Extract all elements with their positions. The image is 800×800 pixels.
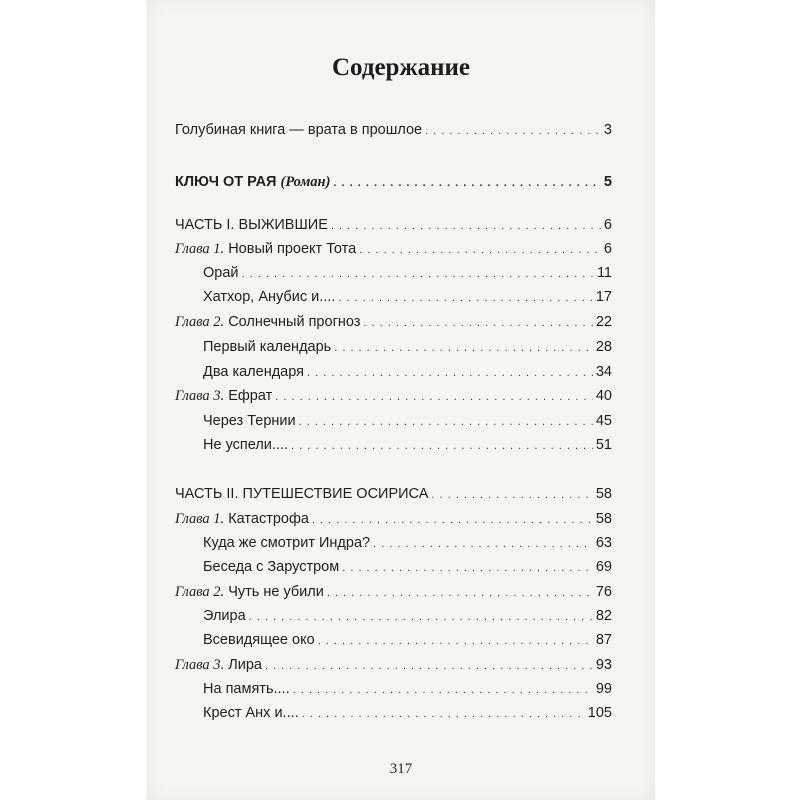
toc-entry-page: 93 (595, 657, 612, 673)
toc-leader-dots (333, 174, 601, 190)
toc-entry-page: 99 (595, 681, 612, 697)
toc-leader-dots (307, 364, 593, 380)
toc-entry-page: 63 (595, 535, 612, 551)
toc-section (203, 632, 612, 656)
toc-leader-dots (293, 681, 593, 697)
toc-leader-dots (318, 632, 593, 648)
toc-leader-dots (342, 559, 593, 575)
toc-leader-dots (291, 437, 593, 453)
toc-chapter (175, 241, 612, 265)
toc-leader-dots (275, 388, 593, 404)
toc-leader-dots (431, 486, 592, 502)
toc-section-title: Куда же смотрит Индра? (203, 535, 371, 551)
toc-section (203, 364, 612, 388)
toc-entry-page: 22 (595, 314, 612, 330)
toc-entry-page: 11 (596, 265, 612, 281)
toc-leader-dots (334, 339, 593, 355)
toc-entry-page: 5 (603, 174, 612, 190)
toc-entry-title: КЛЮЧ ОТ РАЯ (Роман) (175, 174, 331, 190)
toc-chapter (175, 584, 612, 608)
toc-section (203, 535, 612, 559)
toc-chapter-title: Глава 3. Лира (175, 657, 262, 673)
toc-section (203, 559, 612, 583)
toc-chapter (175, 657, 612, 681)
toc-section-title: Первый календарь (203, 339, 332, 355)
toc-leader-dots (373, 535, 593, 551)
toc-leader-dots (425, 122, 601, 138)
toc-entry-page: 51 (595, 437, 612, 453)
toc-leader-dots (249, 608, 593, 624)
toc-entry-page: 40 (595, 388, 612, 404)
toc-chapter-title: Глава 2. Солнечный прогноз (175, 314, 361, 330)
toc-chapter-title: Глава 2. Чуть не убили (175, 584, 324, 600)
toc-leader-dots (331, 217, 601, 233)
toc-part-2 (175, 486, 612, 510)
toc-entry-page: 6 (603, 217, 612, 233)
toc-leader-dots (302, 705, 585, 721)
toc-entry-page: 69 (595, 559, 612, 575)
toc-chapter (175, 511, 612, 535)
toc-entry-page: 3 (603, 122, 612, 138)
toc-section-title: На память.... (203, 681, 290, 697)
toc-section-title: Всевидящее око (203, 632, 315, 648)
toc-section-title: Два календаря (203, 364, 304, 380)
toc-chapter-title: Глава 3. Ефрат (175, 388, 273, 404)
toc-entry-intro (175, 122, 612, 146)
toc-entry-novel (175, 174, 612, 198)
toc-chapter-title: Глава 1. Катастрофа (175, 511, 309, 527)
toc-entry-page: 34 (595, 364, 612, 380)
toc-section (203, 289, 612, 313)
toc-section (203, 681, 612, 705)
toc-entry-page: 105 (587, 705, 612, 721)
toc-section (203, 437, 612, 461)
toc-section (203, 339, 612, 363)
toc-section-title: Элира (203, 608, 246, 624)
toc-section-title: Крест Анх и.... (203, 705, 299, 721)
toc-chapter (175, 314, 612, 338)
toc-section (203, 413, 612, 437)
toc-part-title: ЧАСТЬ I. ВЫЖИВШИЕ (175, 217, 328, 233)
toc-leader-dots (359, 241, 601, 257)
toc-entry-page: 87 (595, 632, 612, 648)
toc-leader-dots (312, 511, 593, 527)
toc-leader-dots (338, 289, 593, 305)
toc-part-1 (175, 217, 612, 241)
toc-section-title: Не успели.... (203, 437, 289, 453)
toc-leader-dots (363, 314, 592, 330)
toc-section (203, 608, 612, 632)
page-title: Содержание (331, 54, 470, 81)
toc-entry-title: Голубиная книга — врата в прошлое (175, 122, 423, 138)
toc-entry-page: 82 (595, 608, 612, 624)
page-number: 317 (389, 761, 413, 777)
toc-leader-dots (265, 657, 593, 673)
toc-leader-dots (327, 584, 593, 600)
toc-entry-page: 58 (595, 486, 612, 502)
toc-section (203, 705, 612, 729)
toc-entry-page: 28 (595, 339, 612, 355)
toc-entry-page: 6 (603, 241, 612, 257)
toc-leader-dots (242, 265, 594, 281)
toc-part-title: ЧАСТЬ II. ПУТЕШЕСТВИЕ ОСИРИСА (175, 486, 429, 502)
toc-entry-page: 76 (595, 584, 612, 600)
toc-section-title: Через Тернии (203, 413, 296, 429)
toc-chapter (175, 388, 612, 412)
toc-entry-page: 17 (595, 289, 612, 305)
toc-section-title: Беседа с Зарустром (203, 559, 340, 575)
toc-chapter-title: Глава 1. Новый проект Тота (175, 241, 357, 257)
toc-section-title: Орай (203, 265, 239, 281)
toc-leader-dots (299, 413, 593, 429)
toc-entry-page: 58 (595, 511, 612, 527)
toc-section (203, 265, 612, 289)
toc-section-title: Хатхор, Анубис и.... (203, 289, 336, 305)
toc-entry-page: 45 (595, 413, 612, 429)
